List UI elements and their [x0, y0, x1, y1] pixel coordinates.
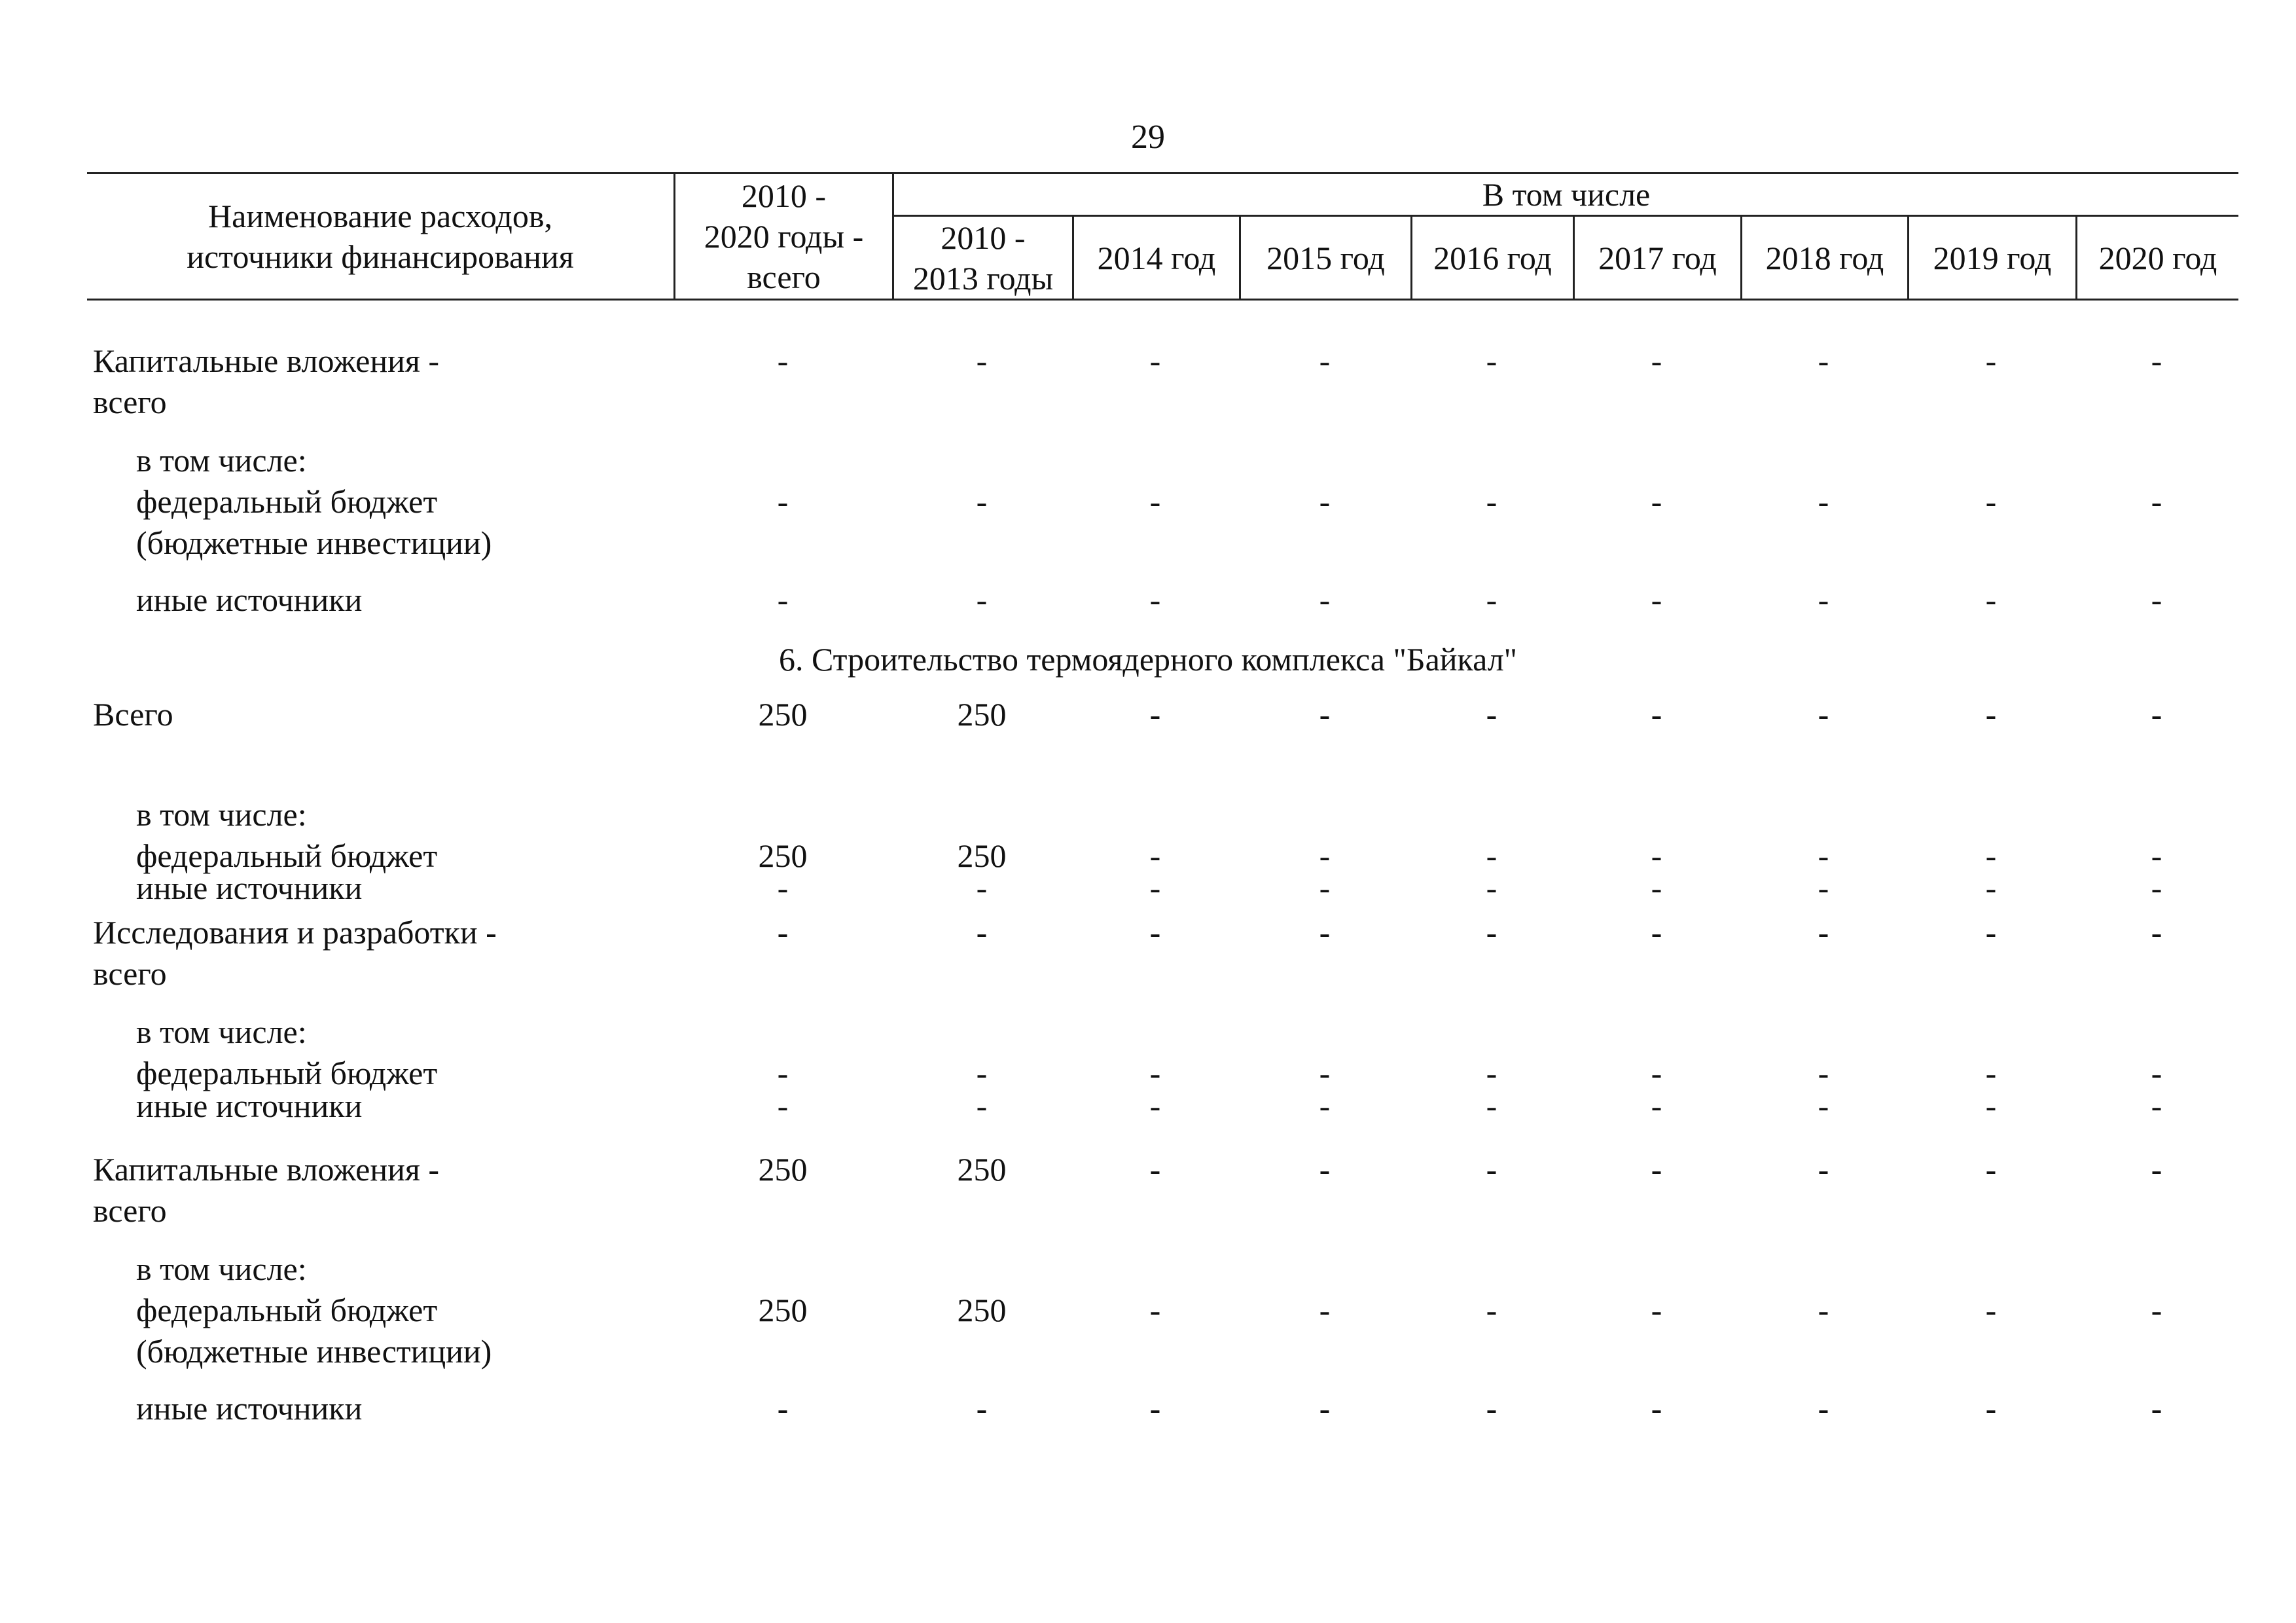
row-label: в том числе: федеральный бюджет (бюджетные инвестиции) — [136, 1250, 492, 1370]
header-col-2018: 2018 год — [1765, 239, 1884, 276]
row-label: Исследования и разработки - всего — [93, 914, 497, 992]
value-cell: - — [2151, 1055, 2162, 1091]
value-cell: - — [976, 342, 988, 379]
value-cell: - — [777, 483, 789, 520]
value-cell: - — [1651, 1390, 1662, 1427]
value-cell: 250 — [758, 837, 808, 874]
value-cell: - — [1486, 914, 1498, 951]
value-cell: - — [976, 869, 988, 906]
value-cell: - — [1486, 581, 1498, 618]
value-cell: - — [777, 1055, 789, 1091]
value-cell: - — [1818, 914, 1829, 951]
value-cell: - — [1149, 837, 1161, 874]
value-cell: - — [1149, 696, 1161, 733]
value-cell: - — [1985, 1151, 1997, 1188]
header-bottom-rule — [87, 299, 2238, 301]
value-cell: - — [1818, 1087, 1829, 1124]
value-cell: - — [1319, 1055, 1331, 1091]
value-cell: - — [1818, 1151, 1829, 1188]
page-number: 29 — [1131, 119, 1165, 156]
row-label: иные источники — [136, 581, 363, 618]
value-cell: - — [1149, 1055, 1161, 1091]
value-cell: - — [1149, 914, 1161, 951]
value-cell: - — [1818, 1055, 1829, 1091]
row-label: Капитальные вложения - всего — [93, 1151, 440, 1229]
value-cell: - — [1818, 1292, 1829, 1328]
value-cell: - — [1149, 1292, 1161, 1328]
row-label: в том числе: федеральный бюджет — [136, 796, 438, 874]
row-label: в том числе: федеральный бюджет (бюджетные инвестиции) — [136, 442, 492, 561]
value-cell: - — [1985, 342, 1997, 379]
value-cell: - — [1319, 1292, 1331, 1328]
value-cell: - — [1651, 869, 1662, 906]
row-label: Всего — [93, 696, 173, 733]
value-cell: - — [2151, 1390, 2162, 1427]
value-cell: - — [2151, 342, 2162, 379]
value-cell: - — [2151, 1087, 2162, 1124]
value-cell: - — [1818, 837, 1829, 874]
value-cell: - — [1985, 1390, 1997, 1427]
value-cell: - — [777, 1087, 789, 1124]
value-cell: - — [1651, 696, 1662, 733]
value-cell: - — [1319, 1087, 1331, 1124]
value-cell: - — [1818, 696, 1829, 733]
value-cell: - — [1651, 1151, 1662, 1188]
header-col-2017: 2017 год — [1598, 239, 1717, 276]
value-cell: - — [1149, 342, 1161, 379]
header-col-2019: 2019 год — [1933, 239, 2052, 276]
value-cell: - — [1149, 1390, 1161, 1427]
header-col-2015: 2015 год — [1266, 239, 1385, 276]
value-cell: - — [1486, 1151, 1498, 1188]
value-cell: - — [1149, 1087, 1161, 1124]
value-cell: - — [1149, 1151, 1161, 1188]
value-cell: - — [1985, 1292, 1997, 1328]
value-cell: - — [1319, 483, 1331, 520]
value-cell: - — [976, 483, 988, 520]
value-cell: - — [2151, 696, 2162, 733]
header-col-2016: 2016 год — [1433, 239, 1552, 276]
value-cell: 250 — [957, 1292, 1007, 1328]
section-title: 6. Строительство термоядерного комплекса "Байкал" — [778, 641, 1518, 678]
value-cell: - — [1818, 483, 1829, 520]
value-cell: - — [1651, 342, 1662, 379]
value-cell: - — [1651, 1087, 1662, 1124]
value-cell: - — [1319, 696, 1331, 733]
header-col-2020: 2020 год — [2098, 239, 2217, 276]
value-cell: - — [1149, 581, 1161, 618]
value-cell: - — [976, 1087, 988, 1124]
value-cell: - — [1818, 342, 1829, 379]
row-label: Капитальные вложения - всего — [93, 342, 440, 420]
value-cell: - — [1319, 914, 1331, 951]
value-cell: - — [1818, 869, 1829, 906]
value-cell: - — [777, 914, 789, 951]
value-cell: - — [1486, 1055, 1498, 1091]
value-cell: - — [1486, 342, 1498, 379]
header-col-2014: 2014 год — [1097, 239, 1216, 276]
value-cell: - — [2151, 1151, 2162, 1188]
value-cell: - — [2151, 914, 2162, 951]
value-cell: 250 — [957, 1151, 1007, 1188]
value-cell: - — [1651, 1055, 1662, 1091]
value-cell: - — [1486, 1292, 1498, 1328]
value-cell: - — [1985, 581, 1997, 618]
value-cell: - — [1985, 1087, 1997, 1124]
value-cell: - — [1149, 869, 1161, 906]
value-cell: - — [1985, 696, 1997, 733]
value-cell: - — [1486, 837, 1498, 874]
value-cell: - — [1651, 837, 1662, 874]
value-cell: - — [976, 1390, 988, 1427]
value-cell: - — [1486, 869, 1498, 906]
value-cell: - — [1319, 869, 1331, 906]
value-cell: - — [1651, 914, 1662, 951]
header-name-column: Наименование расходов, источники финансирования — [187, 198, 574, 275]
value-cell: - — [2151, 869, 2162, 906]
value-cell: - — [777, 342, 789, 379]
value-cell: - — [1985, 483, 1997, 520]
value-cell: - — [976, 1055, 988, 1091]
value-cell: - — [1319, 1390, 1331, 1427]
value-cell: - — [976, 914, 988, 951]
header-col-2010-2013: 2010 - 2013 годы — [912, 219, 1054, 297]
value-cell: 250 — [758, 696, 808, 733]
value-cell: - — [777, 869, 789, 906]
value-cell: 250 — [758, 1151, 808, 1188]
header-total-column: 2010 - 2020 годы - всего — [704, 177, 864, 295]
value-cell: - — [1985, 1055, 1997, 1091]
value-cell: - — [1486, 696, 1498, 733]
value-cell: - — [1319, 1151, 1331, 1188]
value-cell: - — [2151, 581, 2162, 618]
value-cell: - — [1985, 869, 1997, 906]
header-group-title: В том числе — [1482, 176, 1651, 213]
row-label: иные источники — [136, 869, 363, 906]
value-cell: - — [777, 581, 789, 618]
value-cell: - — [1486, 483, 1498, 520]
value-cell: - — [1319, 581, 1331, 618]
value-cell: - — [976, 581, 988, 618]
value-cell: - — [1486, 1390, 1498, 1427]
value-cell: - — [1651, 483, 1662, 520]
value-cell: - — [1486, 1087, 1498, 1124]
row-label: иные источники — [136, 1390, 363, 1427]
value-cell: - — [1319, 342, 1331, 379]
value-cell: - — [1985, 837, 1997, 874]
value-cell: 250 — [957, 696, 1007, 733]
value-cell: - — [1985, 914, 1997, 951]
value-cell: - — [1818, 581, 1829, 618]
value-cell: - — [1651, 1292, 1662, 1328]
value-cell: 250 — [957, 837, 1007, 874]
value-cell: 250 — [758, 1292, 808, 1328]
value-cell: - — [1319, 837, 1331, 874]
value-cell: - — [2151, 483, 2162, 520]
row-label: в том числе: федеральный бюджет — [136, 1013, 438, 1091]
value-cell: - — [2151, 1292, 2162, 1328]
value-cell: - — [1651, 581, 1662, 618]
value-cell: - — [1149, 483, 1161, 520]
row-label: иные источники — [136, 1087, 363, 1124]
value-cell: - — [2151, 837, 2162, 874]
value-cell: - — [1818, 1390, 1829, 1427]
value-cell: - — [777, 1390, 789, 1427]
